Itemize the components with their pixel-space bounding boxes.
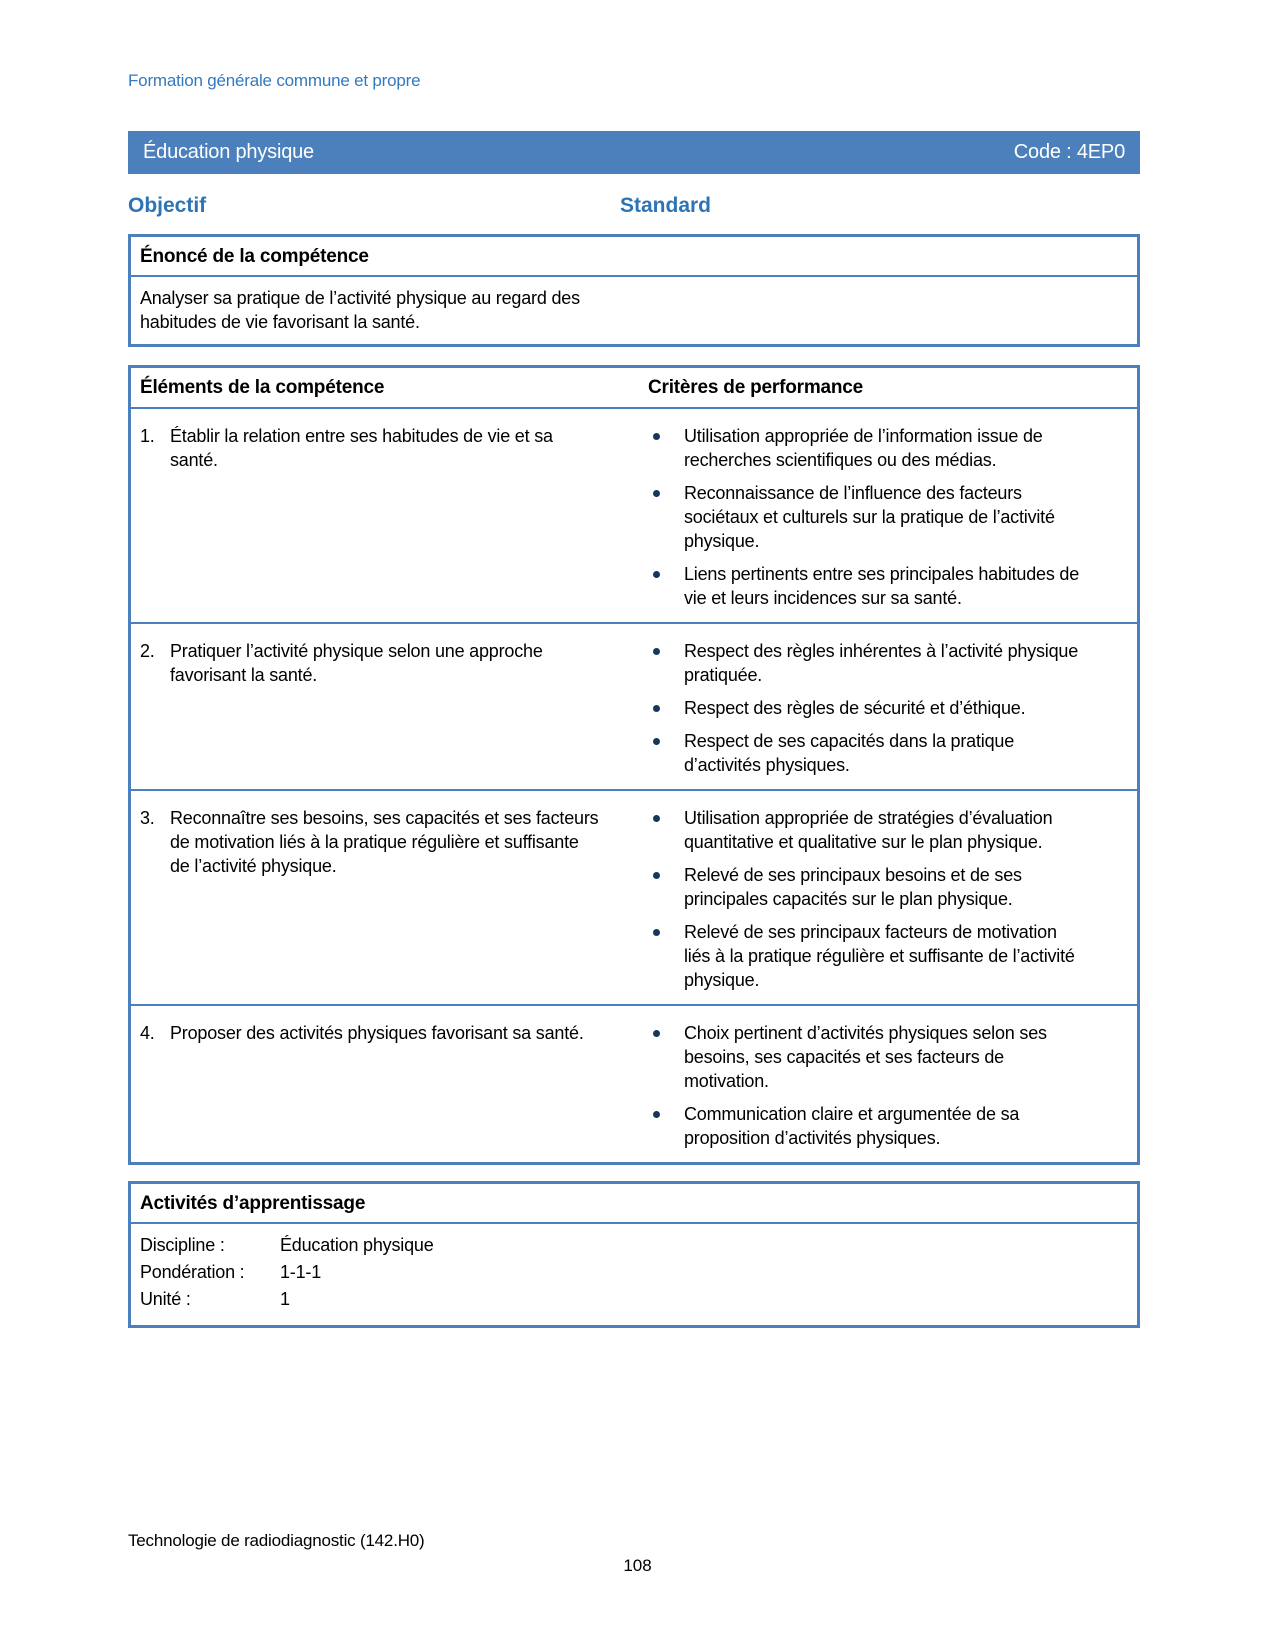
criterion-text: Reconnaissance de l’influence des facteurs sociétaux et culturels sur la pratique de l’activité physique. xyxy=(684,483,1055,551)
course-code: Code : 4EP0 xyxy=(1013,141,1125,163)
field-label: Discipline : xyxy=(140,1235,225,1255)
criteria-cell xyxy=(648,1021,1137,1150)
criterion-item xyxy=(648,424,1112,472)
element-text: Proposer des activités physiques favorisant sa santé. xyxy=(170,1023,584,1043)
criterion-item xyxy=(648,1021,1112,1093)
element-number: 2. xyxy=(140,641,155,661)
criterion-text: Communication claire et argumentée de sa proposition d’activités physiques. xyxy=(684,1104,1020,1148)
activites-box xyxy=(128,1181,1140,1328)
criterion-text: Liens pertinents entre ses principales habitudes de vie et leurs incidences sur sa santé. xyxy=(684,564,1080,608)
criteria-cell xyxy=(648,806,1137,992)
enonce-text: Analyser sa pratique de l’activité physique au regard des habitudes de vie favorisant la santé. xyxy=(140,288,580,332)
criteres-column-header: Critères de performance xyxy=(648,377,864,398)
bullet-icon xyxy=(653,1030,660,1037)
criterion-text: Respect des règles inhérentes à l’activité physique pratiquée. xyxy=(684,641,1079,685)
criterion-text: Utilisation appropriée de stratégies d’évaluation quantitative et qualitative sur le plan physique. xyxy=(684,808,1053,852)
element-number: 3. xyxy=(140,808,155,828)
table-row xyxy=(131,789,1137,1004)
element-number: 1. xyxy=(140,426,155,446)
elements-column-header: Éléments de la compétence xyxy=(140,377,385,398)
activites-body xyxy=(131,1224,1137,1325)
criterion-text: Utilisation appropriée de l’information issue de recherches scientifiques ou des médias. xyxy=(684,426,1043,470)
element-number: 4. xyxy=(140,1023,155,1043)
field-label: Unité : xyxy=(140,1289,191,1309)
criterion-item xyxy=(648,920,1112,992)
criterion-text: Relevé de ses principaux facteurs de motivation liés à la pratique régulière et suffisante de l’activité physique. xyxy=(684,922,1075,990)
table-row xyxy=(131,622,1137,789)
criterion-text: Respect des règles de sécurité et d’éthique. xyxy=(684,698,1026,718)
field-value: Éducation physique xyxy=(280,1235,434,1255)
criterion-text: Respect de ses capacités dans la pratique d’activités physiques. xyxy=(684,731,1015,775)
field-label: Pondération : xyxy=(140,1262,245,1282)
standard-heading: Standard xyxy=(620,194,712,217)
bullet-icon xyxy=(653,1111,660,1118)
column-headings xyxy=(128,194,1140,218)
enonce-heading: Énoncé de la compétence xyxy=(131,237,1137,277)
competence-table xyxy=(128,365,1140,1165)
element-text: Reconnaître ses besoins, ses capacités et ses facteurs de motivation liés à la pratique régulière et suffisante de l’activité physique. xyxy=(170,808,599,876)
element-cell xyxy=(131,806,648,992)
field-value: 1-1-1 xyxy=(280,1262,322,1282)
criterion-text: Choix pertinent d’activités physiques selon ses besoins, ses capacités et ses facteurs de motivation. xyxy=(684,1023,1047,1091)
bullet-icon xyxy=(653,872,660,879)
footer-program-title: Technologie de radiodiagnostic (142.H0) xyxy=(128,1531,425,1550)
element-cell xyxy=(131,639,648,777)
enonce-body xyxy=(131,277,1137,344)
criterion-item xyxy=(648,696,1112,720)
ponderation-field xyxy=(140,1259,1127,1286)
criterion-item xyxy=(648,1102,1112,1150)
bullet-icon xyxy=(653,705,660,712)
criteria-cell xyxy=(648,639,1137,777)
criterion-item xyxy=(648,562,1112,610)
field-value: 1 xyxy=(280,1289,290,1309)
bullet-icon xyxy=(653,433,660,440)
course-title-banner xyxy=(128,131,1140,174)
criterion-item xyxy=(648,729,1112,777)
element-cell xyxy=(131,1021,648,1150)
criterion-item xyxy=(648,806,1112,854)
discipline-field xyxy=(140,1232,1127,1259)
table-header-row xyxy=(131,368,1137,409)
objectif-heading: Objectif xyxy=(128,194,207,217)
activites-heading: Activités d’apprentissage xyxy=(131,1184,1137,1224)
bullet-icon xyxy=(653,571,660,578)
table-row xyxy=(131,1004,1137,1162)
element-cell xyxy=(131,424,648,610)
running-head: Formation générale commune et propre xyxy=(128,71,421,90)
element-text: Établir la relation entre ses habitudes de vie et sa santé. xyxy=(170,426,553,470)
bullet-icon xyxy=(653,815,660,822)
bullet-icon xyxy=(653,929,660,936)
bullet-icon xyxy=(653,648,660,655)
page-number: 108 xyxy=(623,1556,652,1575)
criterion-item xyxy=(648,863,1112,911)
criterion-text: Relevé de ses principaux besoins et de ses principales capacités sur le plan physique. xyxy=(684,865,1022,909)
table-row xyxy=(131,409,1137,622)
criteria-cell xyxy=(648,424,1137,610)
unite-field xyxy=(140,1286,1127,1313)
enonce-box xyxy=(128,234,1140,347)
bullet-icon xyxy=(653,738,660,745)
bullet-icon xyxy=(653,490,660,497)
criterion-item xyxy=(648,639,1112,687)
course-title: Éducation physique xyxy=(143,141,314,163)
criterion-item xyxy=(648,481,1112,553)
element-text: Pratiquer l’activité physique selon une approche favorisant la santé. xyxy=(170,641,543,685)
